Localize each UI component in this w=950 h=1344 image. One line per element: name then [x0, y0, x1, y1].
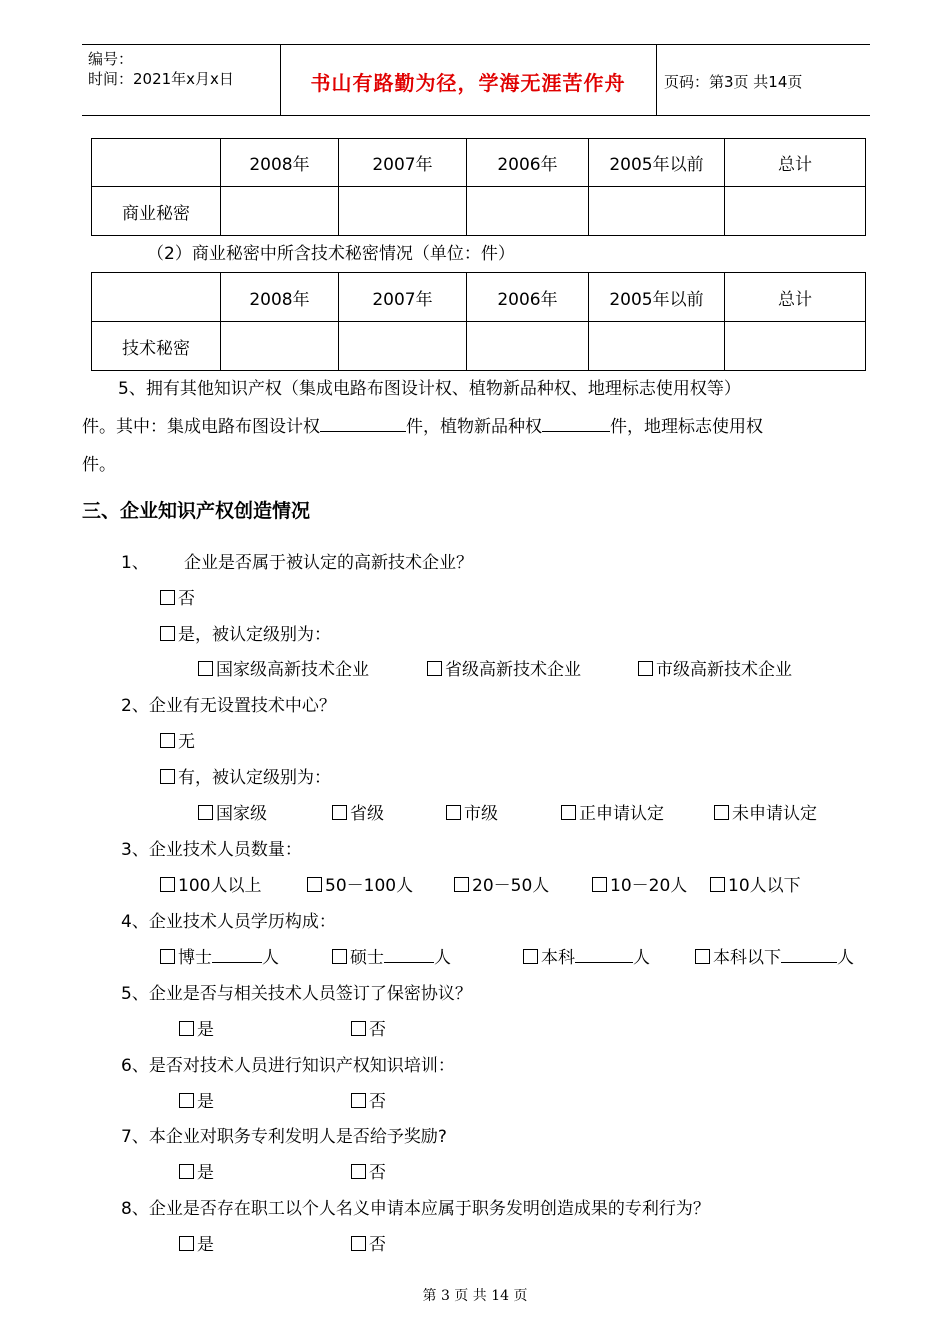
- table-cell[interactable]: [725, 187, 866, 236]
- option-label: 否: [178, 589, 195, 609]
- q7-option-yes[interactable]: [179, 1158, 214, 1183]
- checkbox-icon[interactable]: [160, 590, 175, 605]
- checkbox-icon[interactable]: [307, 877, 322, 892]
- option-label: 100人以上: [178, 876, 262, 896]
- q6-text: 6、是否对技术人员进行知识产权知识培训：: [121, 1056, 455, 1076]
- option-label: 未申请认定: [732, 804, 817, 824]
- q2-option-no[interactable]: [160, 727, 195, 752]
- q1-number: 1、: [121, 553, 149, 573]
- option-label: 国家级: [216, 804, 267, 824]
- q1-text: 企业是否属于被认定的高新技术企业？: [184, 553, 473, 573]
- q1-option-yes[interactable]: [160, 620, 331, 645]
- checkbox-icon[interactable]: [160, 877, 175, 892]
- q2-text: 2、企业有无设置技术中心？: [121, 696, 336, 716]
- item5-line3: 件。: [82, 455, 116, 475]
- count-blank[interactable]: [384, 948, 434, 963]
- table-header-cell: 2007年: [339, 139, 467, 187]
- checkbox-icon[interactable]: [351, 1236, 366, 1251]
- q7-option-no[interactable]: [351, 1158, 386, 1183]
- table-cell[interactable]: [221, 322, 339, 371]
- q2-level-national[interactable]: [198, 799, 267, 824]
- option-label: 20－50人: [472, 876, 550, 896]
- option-label: 50－100人: [325, 876, 414, 896]
- checkbox-icon[interactable]: [198, 805, 213, 820]
- q2-level-provincial[interactable]: [332, 799, 384, 824]
- count-blank[interactable]: [781, 948, 837, 963]
- option-label: 本科以下: [713, 948, 781, 968]
- tech-secret-table: [91, 272, 866, 371]
- option-label: 是: [197, 1020, 214, 1040]
- table-header-cell: 2008年: [221, 139, 339, 187]
- q8-option-no[interactable]: [351, 1230, 386, 1255]
- checkbox-icon[interactable]: [561, 805, 576, 820]
- trade-secret-table: [91, 138, 866, 236]
- q3-option-2[interactable]: [307, 871, 413, 896]
- q3-option-3[interactable]: [454, 871, 549, 896]
- table-header-cell: 总计: [725, 139, 866, 187]
- option-label: 博士: [178, 948, 212, 968]
- q8-option-yes[interactable]: [179, 1230, 214, 1255]
- q3-option-4[interactable]: [592, 871, 687, 896]
- table-header-cell: 2006年: [467, 139, 589, 187]
- checkbox-icon[interactable]: [179, 1236, 194, 1251]
- table-cell[interactable]: [467, 322, 589, 371]
- option-label: 有，被认定级别为：: [178, 768, 331, 788]
- checkbox-icon[interactable]: [160, 949, 175, 964]
- count-blank[interactable]: [575, 948, 633, 963]
- checkbox-icon[interactable]: [714, 805, 729, 820]
- option-label: 正申请认定: [579, 804, 664, 824]
- table-cell[interactable]: [339, 322, 467, 371]
- checkbox-icon[interactable]: [523, 949, 538, 964]
- option-label: 市级高新技术企业: [656, 660, 792, 680]
- q6-option-yes[interactable]: [179, 1087, 214, 1112]
- page-header: [82, 44, 870, 116]
- plant-variety-blank[interactable]: [542, 417, 610, 432]
- table-row-label: 商业秘密: [92, 187, 221, 236]
- checkbox-icon[interactable]: [446, 805, 461, 820]
- checkbox-icon[interactable]: [160, 769, 175, 784]
- option-label: 否: [369, 1235, 386, 1255]
- item5-line2: [82, 412, 763, 437]
- number-label: 编号：: [88, 50, 134, 68]
- q2-level-city[interactable]: [446, 799, 498, 824]
- checkbox-icon[interactable]: [179, 1021, 194, 1036]
- option-label: 是: [197, 1163, 214, 1183]
- table-header-cell: 2006年: [467, 273, 589, 322]
- section3-title: 三、企业知识产权创造情况: [82, 500, 311, 522]
- table2-caption: （2）商业秘密中所含技术秘密情况（单位：件）: [147, 244, 515, 264]
- header-motto: 书山有路勤为径，学海无涯苦作舟: [310, 71, 626, 95]
- q4-option-bachelor[interactable]: [523, 943, 650, 968]
- table-header-cell: [92, 273, 221, 322]
- item5-text-c: 件，地理标志使用权: [610, 417, 763, 437]
- table-header-cell: 总计: [725, 273, 866, 322]
- option-label: 否: [369, 1092, 386, 1112]
- option-label: 市级: [464, 804, 498, 824]
- checkbox-icon[interactable]: [332, 805, 347, 820]
- header-divider: [280, 45, 281, 115]
- q4-option-below-bachelor[interactable]: [695, 943, 854, 968]
- table-header-cell: 2005年以前: [589, 139, 725, 187]
- q2-option-yes[interactable]: [160, 763, 331, 788]
- q2-level-not-applied[interactable]: [714, 799, 817, 824]
- q3-text: 3、企业技术人员数量：: [121, 840, 302, 860]
- q7-text: 7、本企业对职务专利发明人是否给予奖励?: [121, 1127, 447, 1147]
- table-cell[interactable]: [339, 187, 467, 236]
- unit-label: 人: [262, 948, 279, 968]
- option-label: 是: [197, 1092, 214, 1112]
- checkbox-icon[interactable]: [179, 1164, 194, 1179]
- option-label: 否: [369, 1163, 386, 1183]
- checkbox-icon[interactable]: [179, 1093, 194, 1108]
- table-header-cell: [92, 139, 221, 187]
- header-page-info: 页码：第3页 共14页: [664, 73, 803, 91]
- q5-text: 5、企业是否与相关技术人员签订了保密协议？: [121, 984, 472, 1004]
- checkbox-icon[interactable]: [160, 626, 175, 641]
- checkbox-icon[interactable]: [695, 949, 710, 964]
- checkbox-icon[interactable]: [351, 1093, 366, 1108]
- item5-text-a: 件。其中：集成电路布图设计权: [82, 417, 320, 437]
- table-cell[interactable]: [589, 322, 725, 371]
- table-cell[interactable]: [589, 187, 725, 236]
- unit-label: 人: [837, 948, 854, 968]
- checkbox-icon[interactable]: [454, 877, 469, 892]
- option-label: 是: [197, 1235, 214, 1255]
- checkbox-icon[interactable]: [160, 733, 175, 748]
- option-label: 本科: [541, 948, 575, 968]
- checkbox-icon[interactable]: [332, 949, 347, 964]
- option-label: 省级: [350, 804, 384, 824]
- table-cell[interactable]: [725, 322, 866, 371]
- checkbox-icon[interactable]: [427, 661, 442, 676]
- page-footer: 第 3 页 共 14 页: [422, 1288, 528, 1304]
- option-label: 10－20人: [610, 876, 688, 896]
- table-cell[interactable]: [467, 187, 589, 236]
- unit-label: 人: [633, 948, 650, 968]
- checkbox-icon[interactable]: [198, 661, 213, 676]
- checkbox-icon[interactable]: [351, 1021, 366, 1036]
- option-label: 是，被认定级别为：: [178, 625, 331, 645]
- item5-text-b: 件，植物新品种权: [406, 417, 542, 437]
- q4-option-master[interactable]: [332, 943, 451, 968]
- table-header-cell: 2007年: [339, 273, 467, 322]
- header-meta: [88, 49, 234, 89]
- option-label: 否: [369, 1020, 386, 1040]
- option-label: 省级高新技术企业: [445, 660, 581, 680]
- q4-option-phd[interactable]: [160, 943, 279, 968]
- q1-option-no[interactable]: [160, 584, 195, 609]
- ic-layout-blank[interactable]: [320, 417, 406, 432]
- checkbox-icon[interactable]: [351, 1164, 366, 1179]
- header-divider: [656, 45, 657, 115]
- q3-option-5[interactable]: [710, 871, 801, 896]
- q1-level-provincial[interactable]: [427, 655, 581, 680]
- option-label: 10人以下: [728, 876, 801, 896]
- time-label: 时间：2021年x月x日: [88, 70, 234, 88]
- q8-text: 8、企业是否存在职工以个人名义申请本应属于职务发明创造成果的专利行为？: [121, 1199, 710, 1219]
- item5-line1: 5、拥有其他知识产权（集成电路布图设计权、植物新品种权、地理标志使用权等）: [118, 379, 741, 399]
- checkbox-icon[interactable]: [638, 661, 653, 676]
- table-cell[interactable]: [221, 187, 339, 236]
- q2-level-applying[interactable]: [561, 799, 664, 824]
- option-label: 无: [178, 732, 195, 752]
- checkbox-icon[interactable]: [710, 877, 725, 892]
- q3-option-1[interactable]: [160, 871, 261, 896]
- checkbox-icon[interactable]: [592, 877, 607, 892]
- q5-option-no[interactable]: [351, 1015, 386, 1040]
- q1-level-city[interactable]: [638, 655, 792, 680]
- table-header-cell: 2008年: [221, 273, 339, 322]
- q4-text: 4、企业技术人员学历构成：: [121, 912, 336, 932]
- q6-option-no[interactable]: [351, 1087, 386, 1112]
- table-row-label: 技术秘密: [92, 322, 221, 371]
- q1-level-national[interactable]: [198, 655, 369, 680]
- unit-label: 人: [434, 948, 451, 968]
- q5-option-yes[interactable]: [179, 1015, 214, 1040]
- count-blank[interactable]: [212, 948, 262, 963]
- option-label: 硕士: [350, 948, 384, 968]
- option-label: 国家级高新技术企业: [216, 660, 369, 680]
- table-header-cell: 2005年以前: [589, 273, 725, 322]
